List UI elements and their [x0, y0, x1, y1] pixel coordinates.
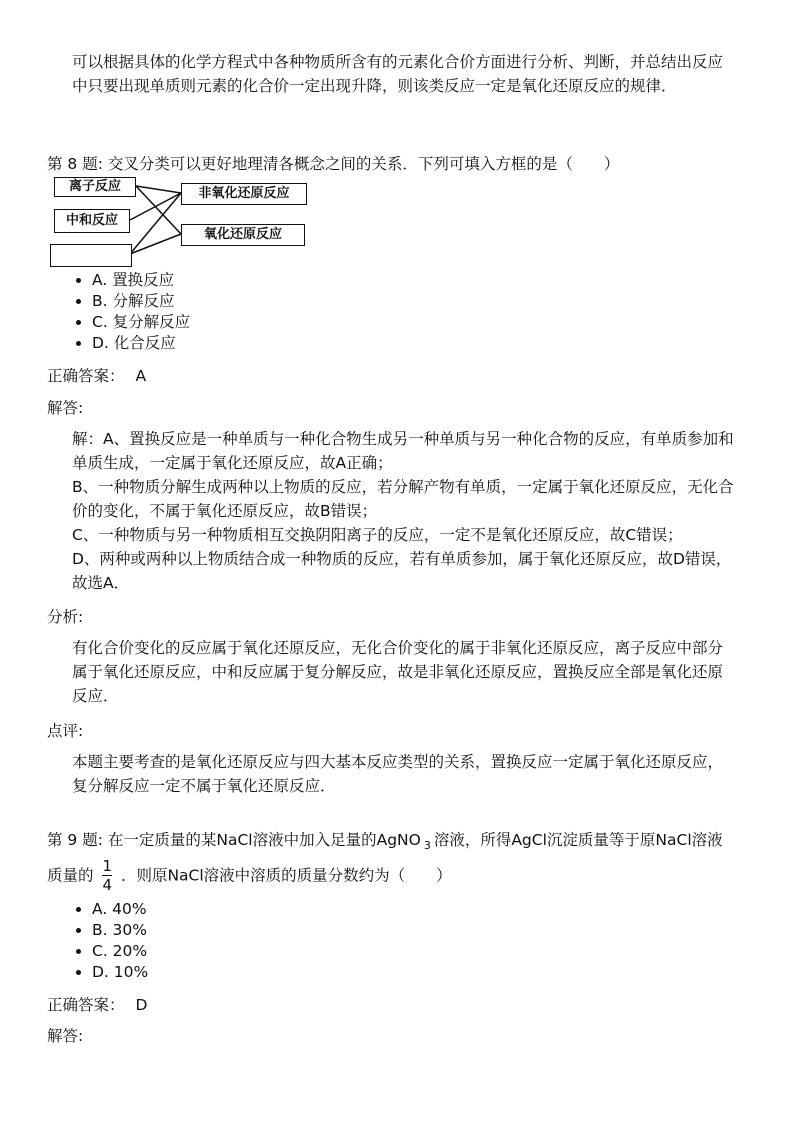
- solution-paragraph-a: 解：A、置换反应是一种单质与一种化合物生成另一种单质与另一种化合物的反应，有单质参加和单质生成，一定属于氧化还原反应，故A正确；: [72, 430, 734, 472]
- q9-title-line2-pre: 质量的: [47, 866, 94, 885]
- q9-answer-row: [47, 994, 147, 1016]
- q8-option-b: B. 分解反应: [72, 291, 190, 312]
- q9-title-line2-post: ．则原NaCl溶液中溶质的质量分数约为（ ）: [120, 866, 452, 885]
- q8-options: [72, 270, 190, 354]
- q9-title-part1: 第 9 题: 在一定质量的某NaCl溶液中加入足量的AgNO: [47, 831, 421, 849]
- q8-option-d: D. 化合反应: [72, 333, 190, 354]
- blank-answer-box: [50, 244, 132, 267]
- fraction-one-quarter: [102, 857, 112, 894]
- q9-title-subscript: 3: [423, 839, 431, 853]
- q8-analysis: 有化合价变化的反应属于氧化还原反应，无化合价变化的属于非氧化还原反应，离子反应中部分属于氧化还原反应，中和反应属于复分解反应，故是非氧化还原反应，置换反应全部是氧化还原反应．: [72, 639, 724, 705]
- q9-option-a: A. 40%: [72, 899, 148, 920]
- q8-answer-row: [47, 365, 146, 387]
- q8-solution: [72, 427, 737, 595]
- q8-comment: 本题主要考查的是氧化还原反应与四大基本反应类型的关系，置换反应一定属于氧化还原反应，复分解反应一定不属于氧化还原反应．: [72, 753, 724, 795]
- q9-title-part2: 溶液，所得AgCl沉淀质量等于原NaCl溶液: [433, 831, 723, 849]
- intro-paragraph: 可以根据具体的化学方程式中各种物质所含有的元素化合价方面进行分析、判断，并总结出反应中只要出现单质则元素的化合价一定出现升降，则该类反应一定是氧化还原反应的规律．: [72, 53, 724, 95]
- box-redox-reaction: 氧化还原反应: [181, 224, 305, 246]
- box-non-redox-reaction: 非氧化还原反应: [181, 183, 307, 205]
- q9-solution-label: 解答:: [47, 1027, 84, 1045]
- q9-options: [72, 899, 148, 983]
- q8-title: 第 8 题: 交叉分类可以更好地理清各概念之间的关系．下列可填入方框的是（ ）: [47, 155, 620, 173]
- q8-option-c: C. 复分解反应: [72, 312, 190, 333]
- answer-label: 正确答案：: [47, 367, 125, 385]
- q9-title-line2: [47, 856, 452, 895]
- q8-comment-label: 点评:: [47, 722, 84, 740]
- answer-value: D: [135, 996, 148, 1014]
- solution-paragraph-d: D、两种或两种以上物质结合成一种物质的反应，若有单质参加，属于氧化还原反应，故D错误，故选A．: [72, 550, 732, 592]
- q9-option-b: B. 30%: [72, 920, 148, 941]
- q9-option-c: C. 20%: [72, 941, 148, 962]
- fraction-numerator: 1: [102, 857, 112, 875]
- q8-option-a: A. 置换反应: [72, 270, 190, 291]
- solution-paragraph-b: B、一种物质分解生成两种以上物质的反应，若分解产物有单质，一定属于氧化还原反应，无化合价的变化，不属于氧化还原反应，故B错误；: [72, 478, 734, 520]
- q8-diagram: [0, 0, 800, 280]
- box-neutralization-reaction: 中和反应: [54, 209, 130, 233]
- fraction-denominator: 4: [102, 876, 112, 894]
- q8-analysis-label: 分析:: [47, 608, 84, 626]
- q9-title-line1: [47, 829, 723, 857]
- connector-lines: [0, 0, 800, 280]
- q9-option-d: D. 10%: [72, 962, 148, 983]
- q8-solution-label: 解答:: [47, 399, 84, 417]
- box-ionic-reaction: 离子反应: [54, 177, 136, 197]
- answer-value: A: [135, 367, 147, 385]
- solution-paragraph-c: C、一种物质与另一种物质相互交换阴阳离子的反应，一定不是氧化还原反应，故C错误；: [72, 526, 683, 544]
- answer-label: 正确答案：: [47, 996, 125, 1014]
